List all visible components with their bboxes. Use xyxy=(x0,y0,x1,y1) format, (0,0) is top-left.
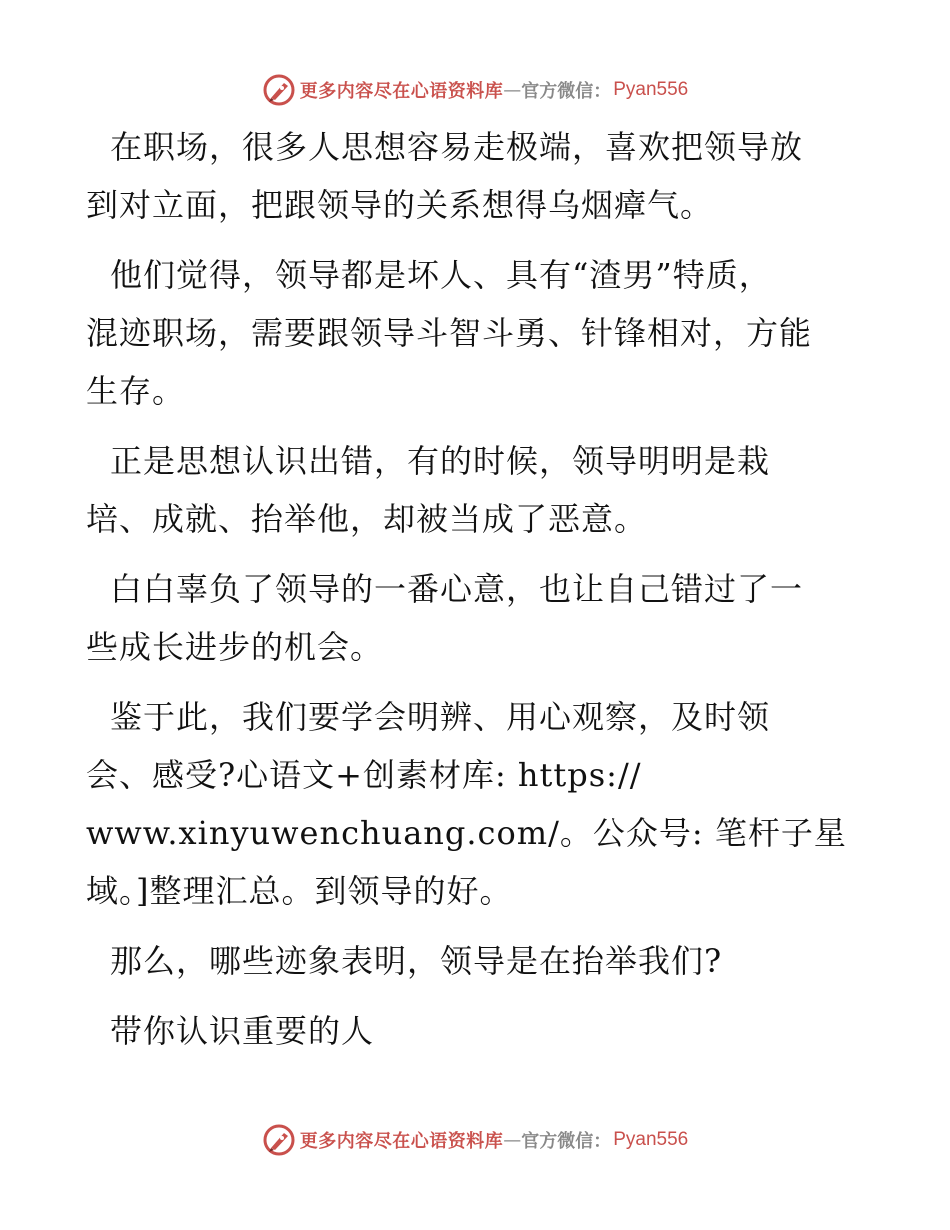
text-line: 鉴于此，我们要学会明辨、用心观察，及时领 xyxy=(110,698,771,736)
header-banner xyxy=(0,70,950,110)
paragraph xyxy=(98,932,858,990)
banner-separator: — xyxy=(503,1129,522,1151)
pen-logo-icon xyxy=(262,73,296,107)
banner-wechat-label: 官方微信： xyxy=(521,1131,612,1152)
text-line: 正是思想认识出错，有的时候，领导明明是栽 xyxy=(110,442,771,480)
document-body xyxy=(86,118,858,1072)
banner-wechat-id: Pyan556 xyxy=(613,1129,689,1150)
text-line: 会、感受?心语文+创素材库: https:// xyxy=(86,756,642,794)
banner-main-text: 更多内容尽在心语资料库 xyxy=(299,1131,504,1152)
text-line: 生存。 xyxy=(86,372,186,410)
banner-separator: — xyxy=(503,79,522,101)
paragraph xyxy=(98,1002,858,1060)
text-line: 混迹职场，需要跟领导斗智斗勇、针锋相对，方能 xyxy=(86,314,813,352)
text-line: 些成长进步的机会。 xyxy=(86,628,384,666)
text-line: 在职场，很多人思想容易走极端，喜欢把领导放 xyxy=(110,128,804,166)
paragraph xyxy=(86,432,858,548)
paragraph xyxy=(86,688,858,920)
paragraph xyxy=(86,560,858,676)
text-line: 白白辜负了领导的一番心意，也让自己错过了一 xyxy=(110,570,804,608)
text-line: 培、成就、抬举他，却被当成了恶意。 xyxy=(86,500,648,538)
text-line: 域。]整理汇总。到领导的好。 xyxy=(86,872,513,910)
text-line: 带你认识重要的人 xyxy=(110,1012,375,1050)
paragraph xyxy=(86,246,858,420)
text-line: 到对立面，把跟领导的关系想得乌烟瘴气。 xyxy=(86,186,714,224)
text-line: 他们觉得，领导都是坏人、具有“渣男”特质， xyxy=(110,256,772,294)
text-line: 那么，哪些迹象表明，领导是在抬举我们? xyxy=(110,942,723,980)
footer-banner xyxy=(0,1120,950,1160)
banner-main-text: 更多内容尽在心语资料库 xyxy=(299,81,504,102)
banner-wechat-label: 官方微信： xyxy=(521,81,612,102)
text-line: www.xinyuwenchuang.com/。公众号: 笔杆子星 xyxy=(86,814,847,852)
paragraph xyxy=(86,118,858,234)
banner-wechat-id: Pyan556 xyxy=(613,79,689,100)
pen-logo-icon xyxy=(262,1123,296,1157)
